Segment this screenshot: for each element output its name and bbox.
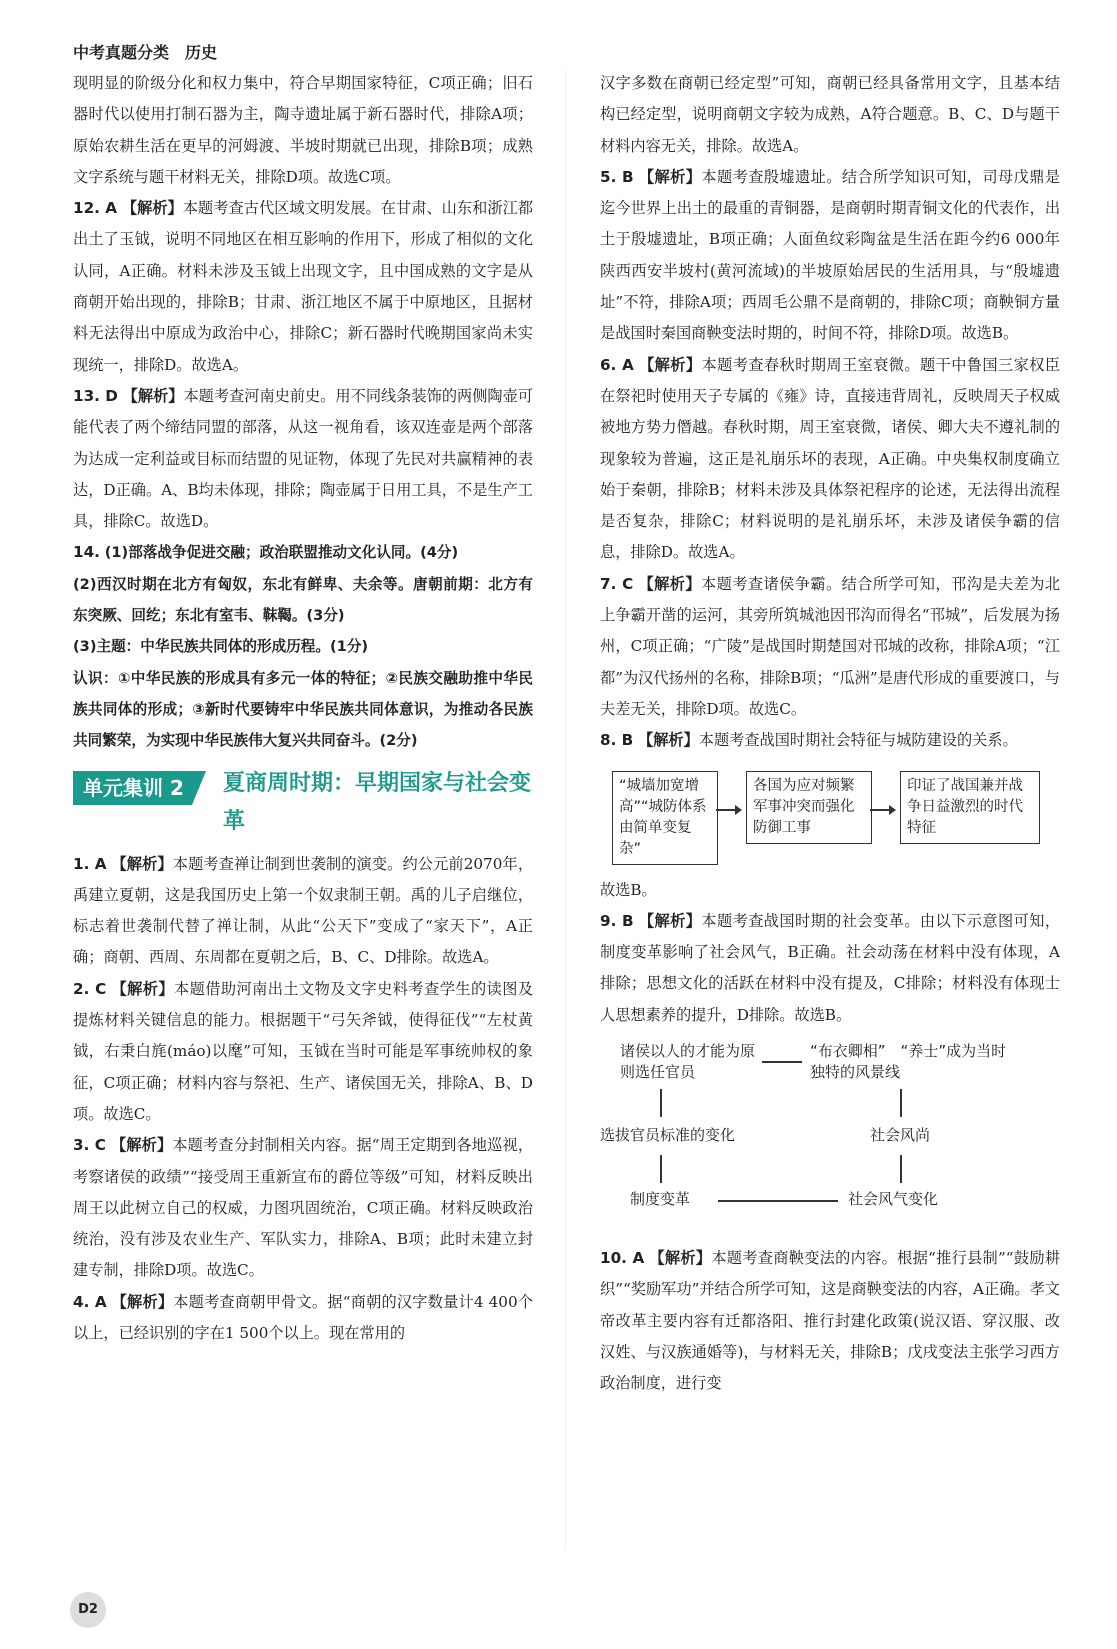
answer-item-u2: 2. C 【解析】本题借助河南出土文物及文字史料考查学生的读图及提炼材料关键信息的能力。根据题干“弓矢斧钺，使得征伐”“左杖黄钺，右秉白旄(máo)以麾”可知，玉钺在当时可能是军事统帅权的象征，C项正确；材料内容与祭祀、生产、诸侯国无关，排除A、B、D项。故选C。	[73, 979, 534, 1123]
answer-item-9: 9. B 【解析】本题考查战国时期的社会变革。由以下示意图可知，制度变革影响了社会风气，B正确。社会动荡在材料中没有体现，A排除；思想文化的活跃在材料中没有提及，C排除；材料没有体现士人思想素养的提升，D排除。故选B。	[600, 911, 1061, 1024]
arrow-down-icon	[660, 1155, 662, 1183]
answer-item-5: 5. B 【解析】本题考查殷墟遗址。结合所学知识可知，司母戊鼎是迄今世界上出土的最重的青铜器，是商朝时期青铜文化的代表作，出土于殷墟遗址，B项正确；人面鱼纹彩陶盆是生活在距今约6 000年陕西西安半坡村(黄河流域)的半坡原始居民的生活用具，与“殷墟遗址”不符，排除A项；西周毛公鼎不是商朝的，排除C项；商鞅铜方量是战国时秦国商鞅变法时期的，时间不符，排除D项。故选B。	[600, 167, 1061, 343]
arrow-right-icon	[870, 809, 894, 811]
unit-title: 夏商周时期：早期国家与社会变革	[223, 770, 532, 834]
answer-conclusion: 故选B。	[600, 880, 657, 899]
answer-item-12: 12. A 【解析】本题考查古代区域文明发展。在甘肃、山东和浙江都出土了玉钺，说明不同地区在相互影响的作用下，形成了相似的文化认同，A正确。材料未涉及玉钺上出现文字，且中国成熟的文字是从商朝开始出现的，排除B；甘肃、浙江地区不属于中原地区，且据材料无法得出中原成为政治中心，排除C；新石器时代晚期国家尚未实现统一，排除D。故选A。	[73, 199, 534, 374]
arrow-down-icon	[660, 1089, 662, 1117]
arrow-down-icon	[900, 1089, 902, 1117]
answer-item-8: 8. B 【解析】本题考查战国时期社会特征与城防建设的关系。	[600, 731, 1018, 750]
arrow-right-icon	[718, 1200, 838, 1202]
right-column	[600, 68, 1060, 1400]
page-number: D2	[70, 1592, 106, 1628]
answer-item-7: 7. C 【解析】本题考查诸侯争霸。结合所学可知，邗沟是夫差为北上争霸开凿的运河，其旁所筑城池因邗沟而得名“邗城”，后发展为扬州，C项正确；“广陵”是战国时期楚国对邗城的改称，排除A项；“江都”为汉代扬州的名称，排除B项；“瓜洲”是唐代形成的重要渡口，与夫差无关，排除D项。故选C。	[600, 574, 1061, 718]
arrow-down-icon	[900, 1155, 902, 1183]
continued-text: 汉字多数在商朝已经定型”可知，商朝已经具备常用文字，且基本结构已经定型，说明商朝文字较为成熟，A符合题意。B、C、D与题干材料内容无关，排除。故选A。	[600, 74, 1060, 155]
left-column	[73, 68, 533, 1349]
arrow-right-icon	[716, 809, 740, 811]
column-divider	[565, 70, 566, 1550]
answer-item-u4: 4. A 【解析】本题考查商朝甲骨文。据“商朝的汉字数量计4 400个以上，已经识别的字在1 500个以上。现在常用的	[73, 1292, 534, 1342]
answer-item-14: 14. (1)部落战争促进交融；政治联盟推动文化认同。(4分) (2)西汉时期在北方有匈奴，东北有鲜卑、夫余等。唐朝前期：北方有东突厥、回纥；东北有室韦、靺鞨。(3分) (3)主题：中华民族共同体的形成历程。(1分) 认识：①中华民族的形成具有多元一体的特征；②民族交融助推中华民族共同体的形成；③新时代要铸牢中华民族共同体意识，为推动各民族共同繁荣，为实现中华民族伟大复兴共同奋斗。(2分)	[73, 543, 533, 750]
flow-box-2: 各国为应对频繁军事冲突而强化防御工事	[746, 771, 872, 844]
node-institution-change: 制度变革	[630, 1190, 691, 1209]
arrow-right-icon	[762, 1061, 802, 1063]
continued-text: 现明显的阶级分化和权力集中，符合早期国家特征，C项正确；旧石器时代以使用打制石器为主，陶寺遗址属于新石器时代，排除A项；原始农耕生活在更早的河姆渡、半坡时期就已出现，排除B项；成熟文字系统与题干材料无关，排除D项。故选C项。	[73, 74, 533, 186]
unit-heading	[73, 763, 533, 845]
node-scenery: “布衣卿相” “养士”成为当时独特的风景线	[810, 1042, 1007, 1082]
cause-effect-diagram	[600, 1033, 1060, 1243]
node-custom-change: 社会风气变化	[848, 1190, 939, 1209]
node-standard-change: 选拔官员标准的变化	[600, 1126, 736, 1145]
unit-badge: 单元集训 2	[73, 771, 192, 805]
answer-item-u3: 3. C 【解析】本题考查分封制相关内容。据“周王定期到各地巡视，考察诸侯的政绩”“接受周王重新宣布的爵位等级”可知，材料反映出周王以此树立自己的权威，力图巩固统治，C项正确。材料反映政治统治，没有涉及农业生产、军队实力，排除A、B项；此时未建立封建专制，排除D项。故选C。	[73, 1136, 534, 1280]
answer-item-10: 10. A 【解析】本题考查商鞅变法的内容。根据“推行县制”“鼓励耕织”“奖励军功”并结合所学可知，这是商鞅变法的内容，A正确。孝文帝改革主要内容有迁都洛阳、推行封建化政策(说汉语、穿汉服、改汉姓、与汉族通婚等)，与材料无关，排除B；戊戌变法主张学习西方政治制度，进行变	[600, 1249, 1061, 1393]
flow-box-3: 印证了战国兼并战争日益激烈的时代特征	[900, 771, 1040, 844]
node-social-custom: 社会风尚	[870, 1126, 931, 1145]
flow-diagram	[600, 763, 1060, 873]
node-officials: 诸侯以人的才能为原则选任官员	[620, 1042, 756, 1082]
answer-item-13: 13. D 【解析】本题考查河南史前史。用不同线条装饰的两侧陶壶可能代表了两个缔结同盟的部落，从这一视角看，该双连壶是两个部落为达成一定利益或目标而结盟的见证物，体现了先民对共赢精神的表达，D正确。A、B均未体现，排除；陶壶属于日用工具，不是生产工具，排除C。故选D。	[73, 386, 533, 531]
answer-item-u1: 1. A 【解析】本题考查禅让制到世袭制的演变。约公元前2070年，禹建立夏朝，这是我国历史上第一个奴隶制王朝。禹的儿子启继位，标志着世袭制代替了禅让制，从此“公天下”变成了“家天下”，A正确；商朝、西周、东周都在夏朝之后，B、C、D排除。故选A。	[73, 854, 534, 967]
running-header: 中考真题分类 历史	[73, 43, 218, 62]
flow-box-1: “城墙加宽增高”“城防体系由简单变复杂”	[612, 771, 718, 865]
answer-item-6: 6. A 【解析】本题考查春秋时期周王室衰微。题干中鲁国三家权臣在祭祀时使用天子专属的《雍》诗，直接违背周礼，反映周天子权威被地方势力僭越。春秋时期，周王室衰微，诸侯、卿大夫不遵礼制的现象较为普遍，这正是礼崩乐坏的表现，A正确。中央集权制度确立始于秦朝，排除B；材料未涉及具体祭祀程序的论述，无法得出流程是否复杂，排除C；材料说明的是礼崩乐坏，未涉及诸侯争霸的信息，排除D。故选A。	[600, 355, 1061, 562]
